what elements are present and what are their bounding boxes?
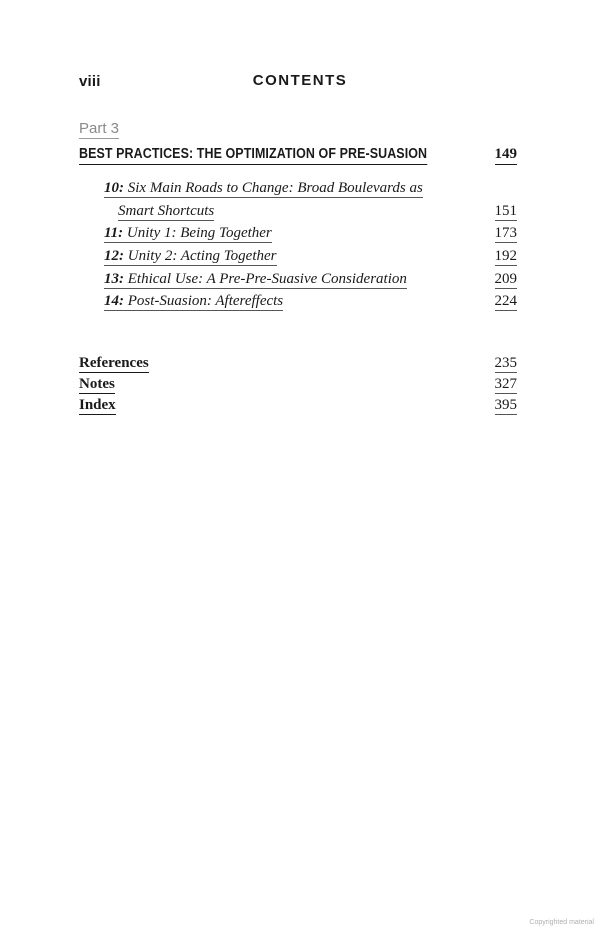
chapter-14-page-link[interactable]: 224: [494, 293, 517, 309]
part-page-link[interactable]: 149: [495, 145, 518, 165]
chapter-title: Ethical Use: A Pre-Pre-Suasive Consideration: [127, 271, 407, 287]
toc-entry-chapter-13[interactable]: [104, 270, 407, 289]
toc-entry-chapter-14[interactable]: [104, 292, 283, 311]
copyright-watermark: Copyrighted material: [529, 919, 594, 926]
chapter-11-page-link[interactable]: 173: [494, 225, 517, 241]
notes-page-link[interactable]: 327: [494, 376, 517, 392]
toc-entry-chapter-10[interactable]: [104, 179, 423, 198]
toc-entry-chapter-12[interactable]: [104, 247, 277, 266]
toc-entry-chapter-10-continued[interactable]: Smart Shortcuts: [118, 203, 215, 219]
chapter-number: 12:: [104, 248, 124, 264]
page-number: viii: [79, 73, 101, 90]
chapter-number: 14:: [104, 293, 124, 309]
part-label[interactable]: Part 3: [79, 120, 120, 137]
chapter-12-page-link[interactable]: 192: [494, 248, 517, 264]
chapter-number: 11:: [104, 225, 124, 241]
references-page-link[interactable]: 235: [494, 355, 517, 371]
index-page-link[interactable]: 395: [494, 397, 517, 413]
chapter-10-page-link[interactable]: 151: [494, 203, 517, 219]
chapter-title: Unity 2: Acting Together: [127, 248, 277, 264]
chapter-number: 13:: [104, 271, 124, 287]
back-matter-notes[interactable]: Notes: [79, 376, 115, 392]
chapter-title: Six Main Roads to Change: Broad Boulevards as: [127, 180, 423, 196]
back-matter-references[interactable]: References: [79, 355, 149, 371]
chapter-number: 10:: [104, 180, 124, 196]
chapter-13-page-link[interactable]: 209: [494, 271, 517, 287]
back-matter-index[interactable]: Index: [79, 397, 116, 413]
chapter-title: Post-Suasion: Aftereffects: [127, 293, 284, 309]
chapter-title: Unity 1: Being Together: [126, 225, 272, 241]
toc-entry-chapter-11[interactable]: [104, 224, 272, 243]
running-head: CONTENTS: [252, 72, 348, 89]
part-title[interactable]: BEST PRACTICES: THE OPTIMIZATION OF PRE-SUASION: [79, 145, 427, 165]
